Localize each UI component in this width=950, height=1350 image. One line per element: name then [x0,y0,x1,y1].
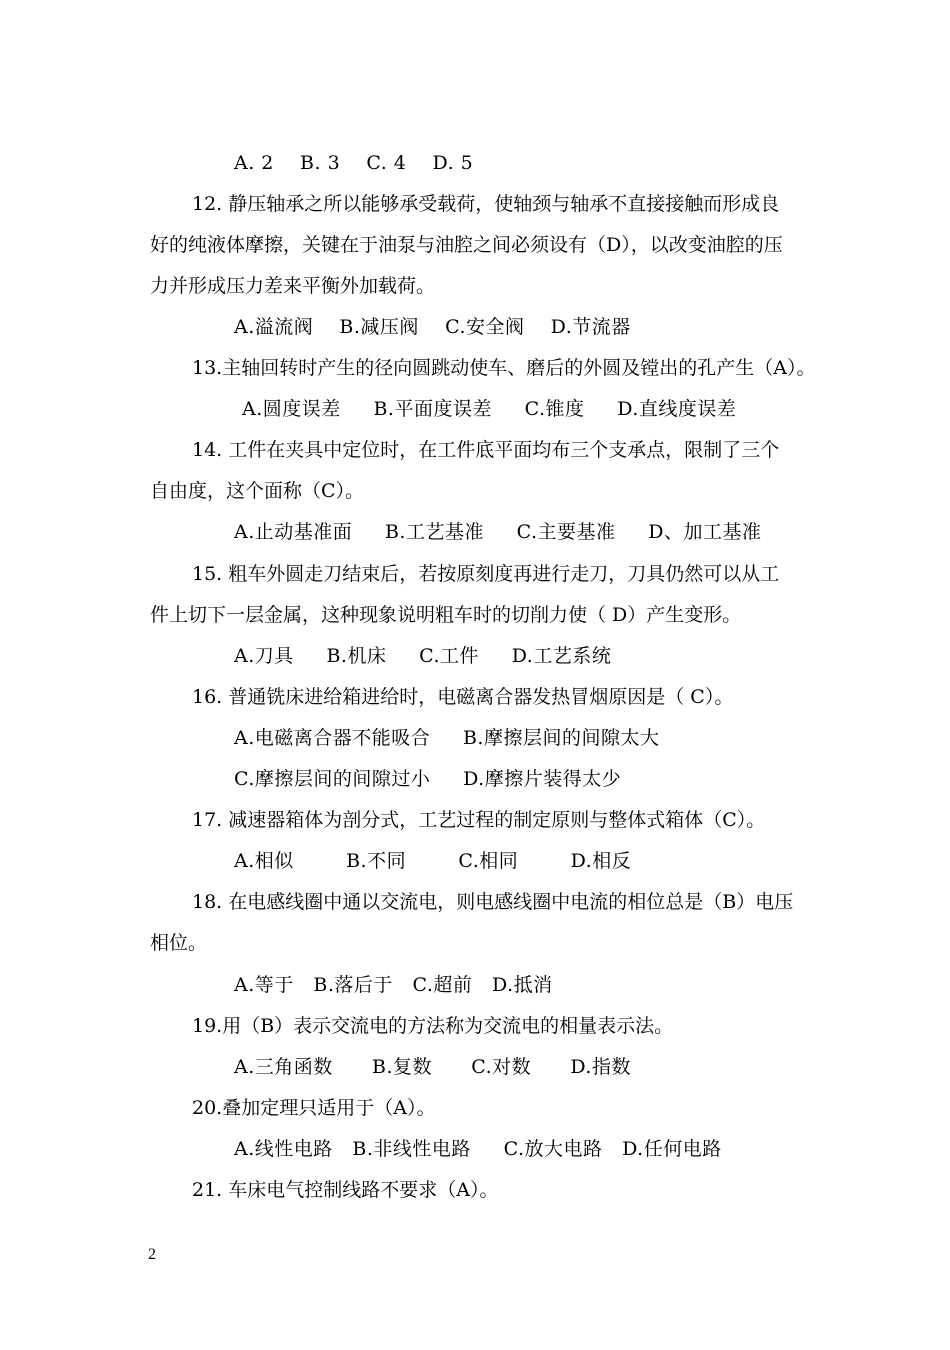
q12-options: A.溢流阀 B.减压阀 C.安全阀 D.节流器 [234,316,631,338]
q11-options: A. 2 B. 3 C. 4 D. 5 [234,152,474,174]
q20-options: A.线性电路 B.非线性电路 C.放大电路 D.任何电路 [234,1138,722,1160]
q15-line-1: 15. 粗车外圆走刀结束后，若按原刻度再进行走刀，刀具仍然可以从工 [192,563,780,585]
q15-options: A.刀具 B.机床 C.工件 D.工艺系统 [234,645,612,667]
q16-options-1: A.电磁离合器不能吸合 B.摩擦层间的间隙太大 [234,727,660,749]
q14-line-1: 14. 工件在夹具中定位时，在工件底平面均布三个支承点，限制了三个 [192,439,780,461]
q19-options: A.三角函数 B.复数 C.对数 D.指数 [234,1056,631,1078]
q12-line-1: 12. 静压轴承之所以能够承受载荷，使轴颈与轴承不直接接触而形成良 [192,193,780,215]
q14-line-2: 自由度，这个面称（C）。 [150,480,365,502]
q12-line-2: 好的纯液体摩擦，关键在于油泵与油腔之间必须设有（D），以改变油腔的压 [150,234,783,256]
q16-line-1: 16. 普通铣床进给箱进给时，电磁离合器发热冒烟原因是（ C）。 [192,686,734,708]
page-number: 2 [148,1246,156,1263]
q13-line-1: 13.主轴回转时产生的径向圆跳动使车、磨后的外圆及镗出的孔产生（A）。 [192,357,816,379]
q14-options: A.止动基准面 B.工艺基准 C.主要基准 D、加工基准 [234,521,762,543]
q21-line-1: 21. 车床电气控制线路不要求（A）。 [192,1179,499,1201]
q18-options: A.等于 B.落后于 C.超前 D.抵消 [234,974,553,996]
q12-line-3: 力并形成压力差来平衡外加载荷。 [150,275,436,297]
q18-line-2: 相位。 [150,932,208,954]
q15-line-2: 件上切下一层金属，这种现象说明粗车时的切削力使（ D）产生变形。 [150,604,742,626]
q16-options-2: C.摩擦层间的间隙过小 D.摩擦片装得太少 [234,768,622,790]
q13-options: A.圆度误差 B.平面度误差 C.锥度 D.直线度误差 [242,398,737,420]
q18-line-1: 18. 在电感线圈中通以交流电，则电感线圈中电流的相位总是（B）电压 [192,891,794,913]
q17-line-1: 17. 减速器箱体为剖分式，工艺过程的制定原则与整体式箱体（C）。 [192,809,766,831]
q17-options: A.相似 B.不同 C.相同 D.相反 [234,850,632,872]
q19-line-1: 19.用（B）表示交流电的方法称为交流电的相量表示法。 [192,1015,674,1037]
q20-line-1: 20.叠加定理只适用于（A）。 [192,1097,436,1119]
